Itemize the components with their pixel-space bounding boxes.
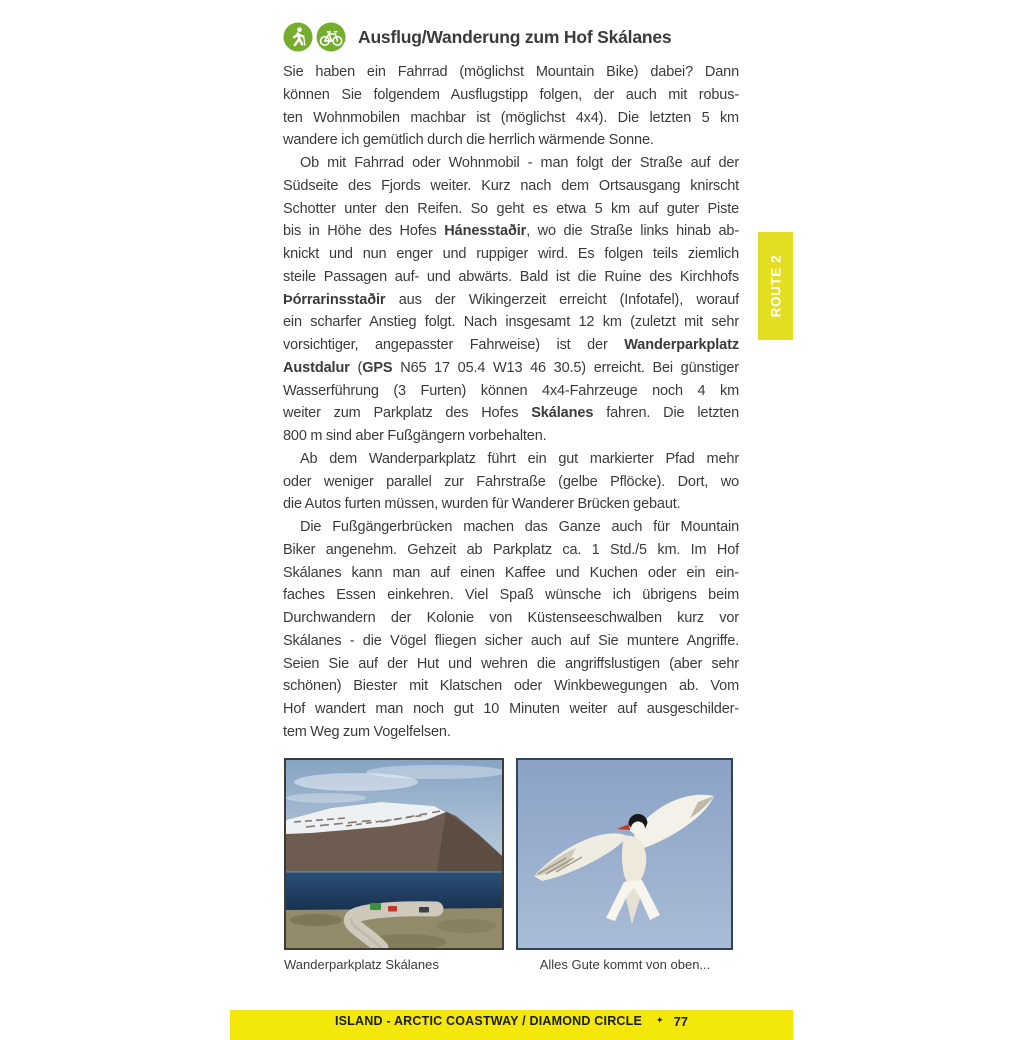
text-line: wandere ich gemütlich durch die herrlich wärmende Sonne. [283,132,654,149]
book-page [230,0,793,1029]
text-line: Skálanes - die Vögel fliegen sicher auch auf Sie muntere Angriffe. [283,632,739,649]
paragraph [283,448,739,516]
text-line: Seien Sie auf der Hut und wehren die angriffslustigen (aber sehr [283,655,739,672]
route-tab [758,232,793,340]
section-header [283,22,671,52]
text-line: Wasserführung (3 Furten) können 4x4-Fahrzeuge noch 4 km [283,382,739,399]
article [283,61,739,744]
text-line: Biker angenehm. Gehzeit ab Parkplatz ca. 1 Std./5 km. Im Hof [283,541,739,558]
text-line: Schotter unter den Reifen. So geht es etwa 5 km auf guter Piste [283,200,739,217]
footer-title: ISLAND - ARCTIC COASTWAY / DIAMOND CIRCLE [334,1014,643,1028]
bicycle-icon [316,22,346,52]
page-title: Ausflug/Wanderung zum Hof Skálanes [358,26,672,47]
text-line: ein scharfer Anstieg folgt. Nach insgesamt 12 km (zuletzt mit sehr [283,314,739,331]
route-tab-label: ROUTE 2 [768,254,783,318]
fjord-parking-photo [284,758,504,950]
text-line: Þórrarinsstaðir aus der Wikingerzeit erreicht (Infotafel), worauf [283,291,739,308]
text-line: Die Fußgängerbrücken machen das Ganze auch für Mountain [300,519,739,535]
text-line: 800 m sind aber Fußgängern vorbehalten. [283,428,547,444]
footer-bar [230,1010,793,1040]
paragraph [283,152,739,448]
footer-marker-icon: ✦ [656,1015,664,1025]
text-line: schönen) Biester mit Klatschen oder Winkbewegungen ab. Vom [283,678,739,695]
text-line: Austdalur (GPS N65 17 05.4 W13 46 30.5) erreicht. Bei günstiger [283,359,739,376]
text-line: Ab dem Wanderparkplatz führt ein gut markierter Pfad mehr [300,450,739,467]
text-line: knickt und nun enger und ruppiger wird. Es folgen teils ziemlich [283,246,739,262]
text-line: oder weniger parallel zur Fahrstraße (gelbe Pflöcke). Dort, wo [283,473,739,490]
text-line: faches Essen einkehren. Viel Spaß wünsche ich übrigens beim [283,587,739,604]
caption-fjord-photo: Wanderparkplatz Skálanes [284,957,439,972]
photo-row [284,758,733,950]
text-line: Ob mit Fahrrad oder Wohnmobil - man folgt der Straße auf der [300,155,739,171]
text-line: tem Weg zum Vogelfelsen. [283,723,451,740]
caption-tern-photo: Alles Gute kommt von oben... [539,957,711,972]
text-line: Sie haben ein Fahrrad (möglichst Mountain Bike) dabei? Dann [283,64,739,80]
text-line: vorsichtiger, angepasster Fahrweise) ist der Wanderparkplatz [283,337,739,353]
text-line: Durchwandern der Kolonie von Küstenseeschwalben kurz vor [283,610,739,626]
arctic-tern-photo [516,758,733,950]
text-line: Skálanes kann man auf einen Kaffee und Kuchen oder ein ein- [283,564,739,581]
text-line: können Sie folgendem Ausflugstipp folgen, der auch mit robus- [283,86,739,103]
text-line: weiter zum Parkplatz des Hofes Skálanes fahren. Die letzten [283,405,739,422]
paragraph [283,61,739,152]
text-line: die Autos furten müssen, wurden für Wanderer Brücken gebaut. [283,496,681,513]
text-line: bis in Höhe des Hofes Hánesstaðir, wo die Straße links hinab ab- [283,223,739,240]
page-number: 77 [673,1014,689,1029]
paragraph [283,516,739,744]
text-line: Südseite des Fjords weiter. Kurz nach dem Ortsausgang knirscht [283,177,739,194]
text-line: ten Wohnmobilen machbar ist (möglichst 4x4). Die letzten 5 km [283,109,739,126]
hiker-icon [283,22,313,52]
text-line: Hof wandert man noch gut 10 Minuten weiter auf ausgeschilder- [283,701,739,717]
text-line: steile Passagen auf- und abwärts. Bald ist die Ruine des Kirchhofs [283,268,739,285]
